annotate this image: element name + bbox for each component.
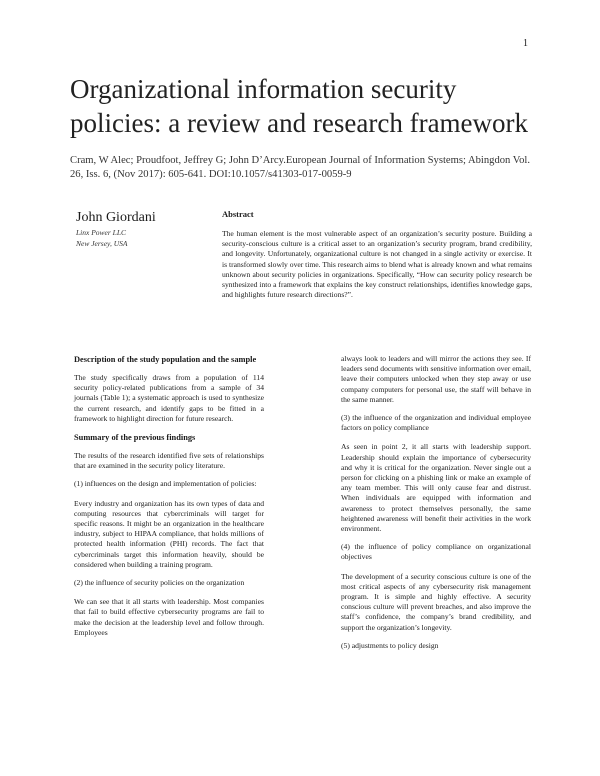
subheading: (1) influences on the design and implementation of policies: (74, 479, 257, 489)
paragraph: The results of the research identified five sets of relationships that are examined in the security policy literature. (74, 451, 264, 471)
subheading: (3) the influence of the organization and individual employee factors on policy compliance (341, 413, 531, 433)
page-number: 1 (523, 38, 528, 49)
abstract-section (222, 209, 532, 300)
left-column (74, 354, 264, 646)
abstract-text: The human element is the most vulnerable aspect of an organization’s security posture. Building a security-conscious culture is a critical asset to an organization’s security program, brand credibility, and longevity. Unfortunately, organizational culture is not changed in a single activity or exercise. It is transformed slowly over time. This research aims to blend what is already known and what remains unknown about security policies in organizations. Specifically, “How can security policy research be synthesized into a framework that explains the key construct relationships, identifies knowledge gaps, and highlights future research directions?”. (222, 229, 532, 300)
subheading: (5) adjustments to policy design (341, 640, 439, 650)
paragraph: The development of a security conscious culture is one of the most critical aspects of any cybersecurity risk management program. It is simple and highly effective. A security conscious culture will prevent breaches, and also improve the staff’s confidence, the company’s brand credibility, and support the organization’s longevity. (341, 571, 531, 632)
document-title: Organizational information security policies: a review and research framework (70, 74, 529, 138)
paragraph: Every industry and organization has its own types of data and computing resources that cybercriminals will target for specific reasons. It might be an organization in the healthcare industry, subject to HIPAA compliance, that holds millions of protected health information (PHI) records. The fact that cybercriminals target this information heavily, should be considered when building a training program. (74, 498, 264, 569)
author-affiliation-location: New Jersey, USA (76, 239, 128, 248)
subheading: (2) the influence of security policies on the organization (74, 578, 245, 588)
section-heading-previous-findings: Summary of the previous findings (74, 433, 196, 443)
subheading: (4) the influence of policy compliance on organizational objectives (341, 542, 531, 562)
section-heading-study-population: Description of the study population and the sample (74, 355, 257, 364)
paragraph: As seen in point 2, it all starts with leadership support. Leadership should explain the importance of cybersecurity and why it is critical for the organization. Never single out a person for clicking on a phishing link or make an example of any team member. This will only cause fear and distrust. When individuals are equipped with information and awareness to protect themselves personally, the same heightened awareness will benefit their activities in the work environment. (341, 442, 531, 534)
right-column (341, 354, 531, 660)
paragraph: We can see that it all starts with leadership. Most companies that fail to build effective cybersecurity programs are fail to make the decision at the leadership level and follow through. Employees (74, 597, 264, 637)
paragraph: The study specifically draws from a population of 114 security policy-related publications from a sample of 34 journals (Table 1); a systematic approach is used to synthesize the current research, and identify gaps to be fitted in a framework to highlight direction for future research. (74, 373, 264, 423)
author-affiliation-company: Linx Power LLC (76, 228, 127, 237)
author-name: John Giordani (76, 210, 156, 225)
citation: Cram, W Alec; Proudfoot, Jeffrey G; John D’Arcy.European Journal of Information Systems; Abingdon Vol. 26, Iss. 6, (Nov 2017): 605-641. DOI:10.1057/s41303-017-0059-9 (70, 155, 530, 180)
paragraph: always look to leaders and will mirror the actions they see. If leaders send documents with sensitive information over email, leave their computers unlocked when they step away or use company computers for personal use, the staff will behave in the same manner. (341, 354, 531, 404)
author-block (76, 209, 206, 249)
abstract-heading: Abstract (222, 209, 254, 219)
